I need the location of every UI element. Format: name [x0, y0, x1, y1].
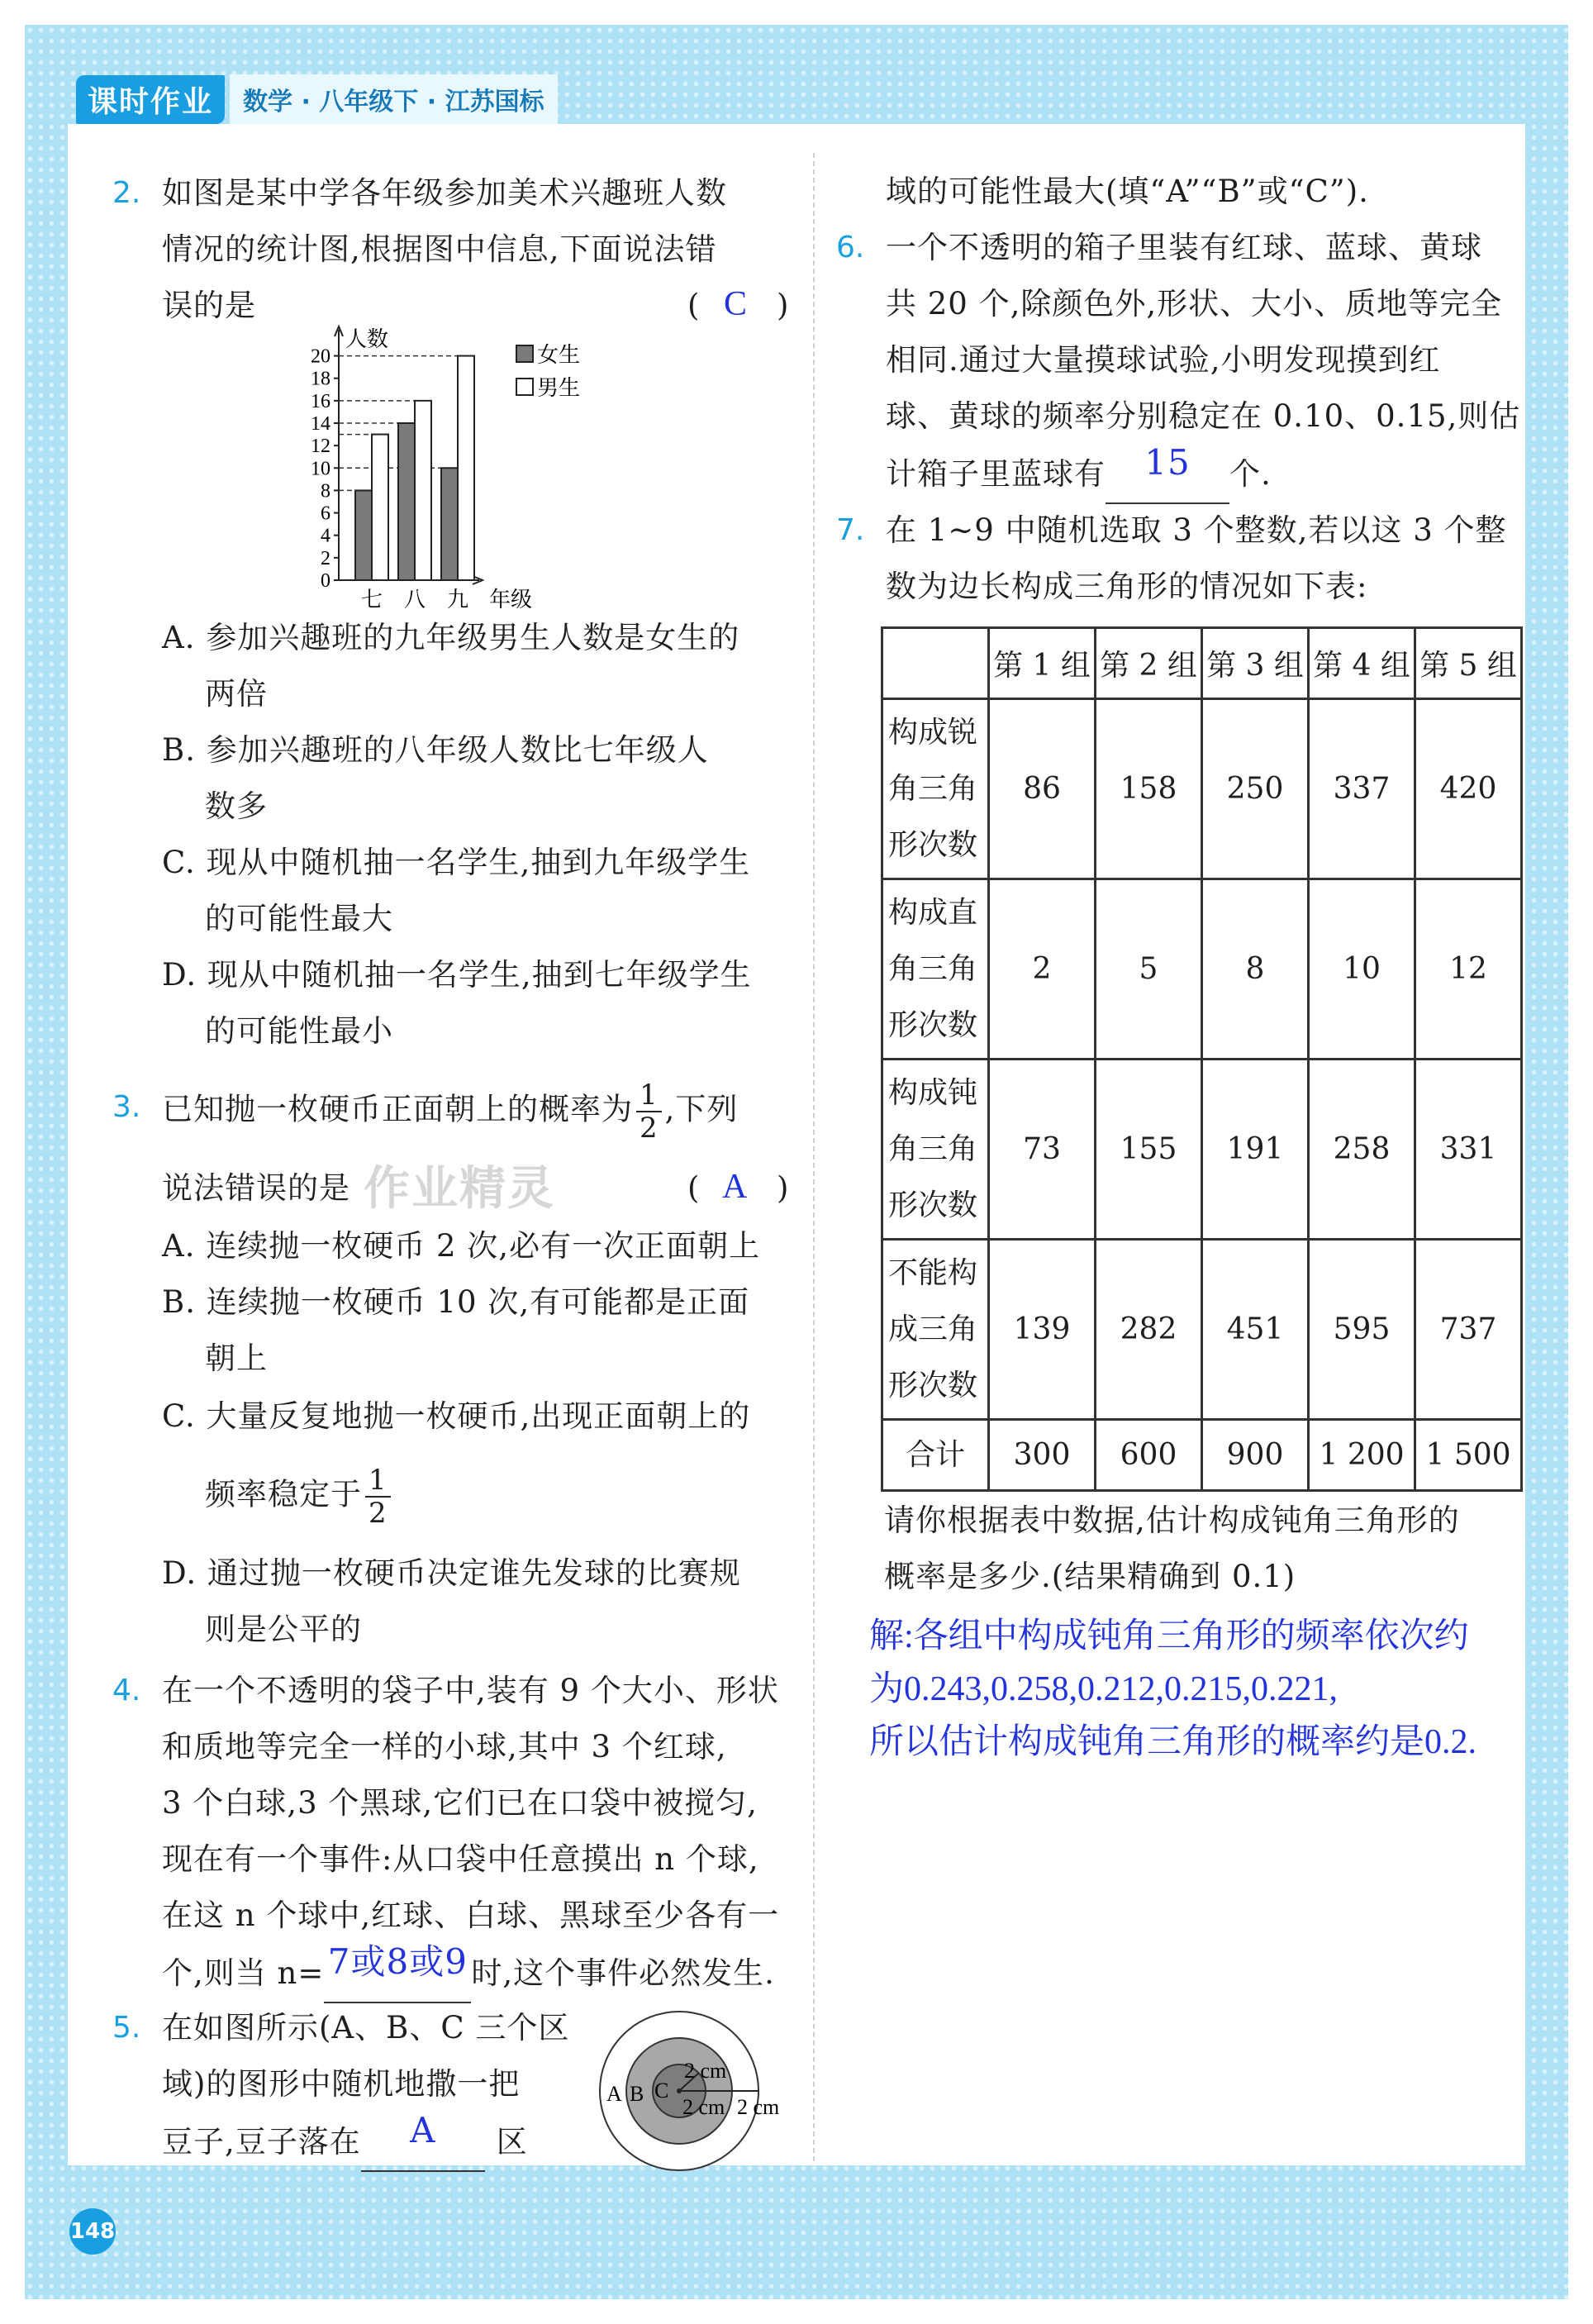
q2-paren-close: )	[777, 288, 790, 323]
y-tick-label: 4	[321, 525, 330, 547]
q7-ask-1: 请你根据表中数据,估计构成钝角三角形的	[884, 1503, 1460, 1538]
row-label-line: 形次数	[888, 1368, 978, 1402]
q7-ask-2: 概率是多少.(结果精确到 0.1)	[884, 1559, 1296, 1594]
q2-option-a-1: A. 参加兴趣班的九年级男生人数是女生的	[162, 620, 740, 655]
legend-swatch-male	[516, 379, 533, 395]
table-header-cell	[882, 628, 989, 699]
bar-male-2	[415, 401, 431, 580]
q6-line-2: 共 20 个,除颜色外,形状、大小、质地等完全	[886, 286, 1503, 321]
table-cell: 155	[1096, 1060, 1202, 1240]
y-axis-title: 人数	[345, 327, 389, 352]
column-divider	[813, 153, 815, 2161]
q5-line-3-post: 区	[496, 2124, 528, 2160]
y-tick-label: 18	[311, 368, 330, 390]
q3-option-c-1: C. 大量反复地抛一枚硬币,出现正面朝上的	[162, 1398, 751, 1434]
q6-number: 6.	[836, 231, 865, 264]
q7-solution	[869, 1610, 1530, 1769]
row-label	[882, 879, 989, 1060]
table-cell: 337	[1309, 699, 1415, 879]
q3-option-c-fraction	[365, 1464, 391, 1529]
table-cell: 900	[1202, 1420, 1309, 1491]
q4-line-5: 在这 n 个球中,红球、白球、黑球至少各有一	[162, 1898, 780, 1933]
table-cell: 1 500	[1415, 1420, 1522, 1491]
table-row	[882, 879, 1522, 1060]
chart-legend	[516, 343, 580, 401]
label-b: B	[630, 2082, 644, 2106]
q6-line-4: 球、黄球的频率分别稳定在 0.10、0.15,则估	[886, 398, 1521, 434]
brand-logo: 课时作业	[76, 75, 225, 124]
q4-answer: 7或8或9	[327, 1941, 468, 1982]
q3-fraction	[636, 1079, 662, 1144]
fraction-denominator: 2	[369, 1497, 388, 1530]
table-cell: 10	[1309, 879, 1415, 1060]
legend-label: 男生	[537, 376, 581, 401]
q3-option-a: A. 连续抛一枚硬币 2 次,必有一次正面朝上	[162, 1228, 761, 1264]
y-tick-label: 14	[311, 413, 330, 435]
fraction-numerator: 1	[365, 1464, 391, 1498]
q3-answer: A	[722, 1168, 749, 1206]
row-label-line: 形次数	[888, 1007, 978, 1042]
page-header	[76, 74, 558, 124]
q5-line-1: 在如图所示(A、B、C 三个区	[162, 2010, 570, 2045]
row-label-line: 构成直	[888, 895, 978, 930]
q3-option-b-1: B. 连续抛一枚硬币 10 次,有可能都是正面	[162, 1284, 750, 1320]
x-axis-title: 年级	[489, 588, 533, 612]
q2-option-d-2: 的可能性最小	[205, 1013, 393, 1049]
label-c: C	[654, 2079, 669, 2103]
q3-option-b-2: 朝上	[205, 1341, 268, 1376]
q7-number: 7.	[836, 513, 865, 547]
row-label: 合计	[882, 1420, 989, 1491]
q4-line-6-pre: 个,则当 n=	[162, 1955, 325, 1991]
bar-female-3	[441, 468, 458, 580]
q6-line-1: 一个不透明的箱子里装有红球、蓝球、黄球	[886, 230, 1482, 265]
bar-chart	[289, 324, 636, 613]
q3-option-c-2	[205, 1464, 394, 1529]
q4-answer-blank	[324, 1941, 471, 2003]
q6-answer-blank	[1106, 442, 1229, 504]
table-cell: 595	[1309, 1240, 1415, 1420]
y-tick-label: 6	[321, 502, 330, 525]
bar-male-3	[458, 356, 474, 580]
table-cell: 600	[1096, 1420, 1202, 1491]
q4-line-6-post: 时,这个事件必然发生.	[471, 1955, 775, 1991]
q6-line-5-pre: 计箱子里蓝球有	[886, 456, 1106, 492]
table-header-row	[882, 628, 1522, 699]
row-label	[882, 1240, 989, 1420]
row-label-line: 角三角	[888, 771, 978, 806]
q7-line-2: 数为边长构成三角形的情况如下表:	[886, 569, 1368, 604]
row-label-line: 构成锐	[888, 715, 978, 750]
table-row	[882, 1240, 1522, 1420]
row-label-line: 构成钝	[888, 1075, 978, 1110]
q2-answer: C	[724, 285, 749, 323]
q2-stem-3: 误的是	[162, 288, 256, 323]
table-cell: 451	[1202, 1240, 1309, 1420]
solution-line-2: 为0.243,0.258,0.212,0.215,0.221,	[869, 1670, 1339, 1708]
x-tick-label: 八	[403, 588, 426, 612]
row-label-line: 角三角	[888, 1131, 978, 1166]
y-tick-label: 12	[311, 436, 330, 458]
y-tick-label: 20	[311, 345, 330, 368]
q5-continuation: 域的可能性最大(填“A”“B”或“C”).	[886, 174, 1369, 209]
y-tick-label: 16	[311, 390, 330, 412]
q4-number: 4.	[112, 1674, 141, 1707]
row-label	[882, 1060, 989, 1240]
y-tick-label: 8	[321, 480, 330, 502]
bar-male-1	[372, 435, 388, 580]
q6-line-5	[886, 442, 1272, 504]
q3-paren-close: )	[777, 1170, 790, 1206]
table-cell: 282	[1096, 1240, 1202, 1420]
row-label-line: 形次数	[888, 1188, 978, 1222]
q3-number: 3.	[112, 1090, 141, 1124]
table-cell: 5	[1096, 879, 1202, 1060]
q2-stem-1: 如图是某中学各年级参加美术兴趣班人数	[162, 175, 727, 211]
q6-line-5-post: 个.	[1229, 456, 1272, 492]
q4-line-4: 现在有一个事件:从口袋中任意摸出 n 个球,	[162, 1841, 759, 1877]
q3-option-c-2-text: 频率稳定于	[205, 1476, 362, 1512]
table-header-cell: 第 2 组	[1096, 628, 1202, 699]
table-cell: 8	[1202, 879, 1309, 1060]
concentric-circles-figure	[597, 2008, 801, 2174]
fraction-numerator: 1	[636, 1079, 662, 1112]
table-cell: 331	[1415, 1060, 1522, 1240]
q6-answer: 15	[1144, 442, 1191, 483]
q2-paren-open: (	[687, 288, 701, 323]
table-cell: 737	[1415, 1240, 1522, 1420]
row-label-line: 成三角	[888, 1312, 978, 1346]
triangle-data-table	[881, 626, 1523, 1492]
q3-paren-open: (	[687, 1170, 701, 1206]
page-number: 148	[69, 2208, 116, 2255]
length-label-1: 2 cm	[684, 2059, 727, 2083]
q3-stem-1	[162, 1079, 738, 1144]
row-label-line: 不能构	[888, 1255, 978, 1290]
q5-line-2: 域)的图形中随机地撒一把	[162, 2066, 521, 2102]
q2-option-c-1: C. 现从中随机抽一名学生,抽到九年级学生	[162, 845, 751, 880]
row-label-line: 形次数	[888, 827, 978, 862]
q4-line-3: 3 个白球,3 个黑球,它们已在口袋中被搅匀,	[162, 1785, 758, 1821]
table-cell: 139	[989, 1240, 1096, 1420]
watermark: 作业精灵	[364, 1162, 555, 1216]
book-subtitle: 数学 · 八年级下 · 江苏国标	[230, 74, 558, 124]
q5-line-3	[162, 2112, 528, 2172]
q3-stem-1-text: 已知抛一枚硬币正面朝上的概率为	[162, 1091, 633, 1127]
solution-line-1: 解:各组中构成钝角三角形的频率依次约	[869, 1617, 1469, 1655]
q2-option-a-2: 两倍	[205, 676, 268, 712]
q2-option-d-1: D. 现从中随机抽一名学生,抽到七年级学生	[162, 957, 752, 993]
q7-line-1: 在 1~9 中随机选取 3 个整数,若以这 3 个整	[886, 512, 1507, 548]
bar-female-2	[398, 423, 415, 580]
table-cell: 12	[1415, 879, 1522, 1060]
y-tick-label: 2	[321, 547, 330, 569]
q5-answer-blank	[361, 2112, 485, 2172]
center-point	[677, 2088, 682, 2093]
q5-line-3-pre: 豆子,豆子落在	[162, 2124, 361, 2160]
row-label-line: 角三角	[888, 951, 978, 986]
table-cell: 158	[1096, 699, 1202, 879]
y-tick-label: 10	[311, 458, 330, 480]
table-cell: 258	[1309, 1060, 1415, 1240]
q4-line-1: 在一个不透明的袋子中,装有 9 个大小、形状	[162, 1673, 779, 1708]
label-a: A	[606, 2082, 622, 2106]
q6-line-3: 相同.通过大量摸球试验,小明发现摸到红	[886, 342, 1441, 378]
q3-stem-1-tail: ,下列	[664, 1091, 739, 1127]
q4-line-6	[162, 1941, 775, 2003]
table-cell: 420	[1415, 699, 1522, 879]
legend-swatch-female	[516, 345, 533, 362]
table-header-cell: 第 1 组	[989, 628, 1096, 699]
table-cell: 1 200	[1309, 1420, 1415, 1491]
q4-line-2: 和质地等完全一样的小球,其中 3 个红球,	[162, 1729, 727, 1764]
table-header-cell: 第 5 组	[1415, 628, 1522, 699]
fraction-denominator: 2	[640, 1112, 659, 1145]
y-tick-label: 0	[321, 570, 330, 592]
x-tick-label: 七	[360, 588, 383, 612]
table-cell: 191	[1202, 1060, 1309, 1240]
x-tick-label: 九	[446, 588, 469, 612]
bar-female-1	[355, 490, 372, 580]
solution-line-3: 所以估计构成钝角三角形的概率约是0.2.	[869, 1723, 1477, 1761]
table-cell: 86	[989, 699, 1096, 879]
table-cell: 250	[1202, 699, 1309, 879]
q5-answer: A	[410, 2110, 436, 2150]
table-cell: 2	[989, 879, 1096, 1060]
table-cell: 73	[989, 1060, 1096, 1240]
q3-stem-2: 说法错误的是	[162, 1170, 350, 1206]
table-header-cell: 第 4 组	[1309, 628, 1415, 699]
q2-stem-2: 情况的统计图,根据图中信息,下面说法错	[162, 231, 717, 267]
q2-option-b-1: B. 参加兴趣班的八年级人数比七年级人	[162, 732, 709, 768]
table-cell: 300	[989, 1420, 1096, 1491]
table-header-cell: 第 3 组	[1202, 628, 1309, 699]
q2-number: 2.	[112, 176, 141, 210]
q3-option-d-1: D. 通过抛一枚硬币决定谁先发球的比赛规	[162, 1555, 741, 1591]
q2-option-c-2: 的可能性最大	[205, 901, 393, 936]
q3-option-d-2: 则是公平的	[205, 1612, 362, 1647]
length-label-2: 2 cm	[682, 2095, 725, 2119]
q5-number: 5.	[112, 2011, 141, 2045]
table-total-row	[882, 1420, 1522, 1491]
row-label	[882, 699, 989, 879]
legend-label: 女生	[537, 343, 581, 368]
length-label-3: 2 cm	[737, 2095, 780, 2119]
table-row	[882, 699, 1522, 879]
table-row	[882, 1060, 1522, 1240]
chart-bars	[355, 356, 474, 580]
q2-option-b-2: 数多	[205, 788, 268, 824]
